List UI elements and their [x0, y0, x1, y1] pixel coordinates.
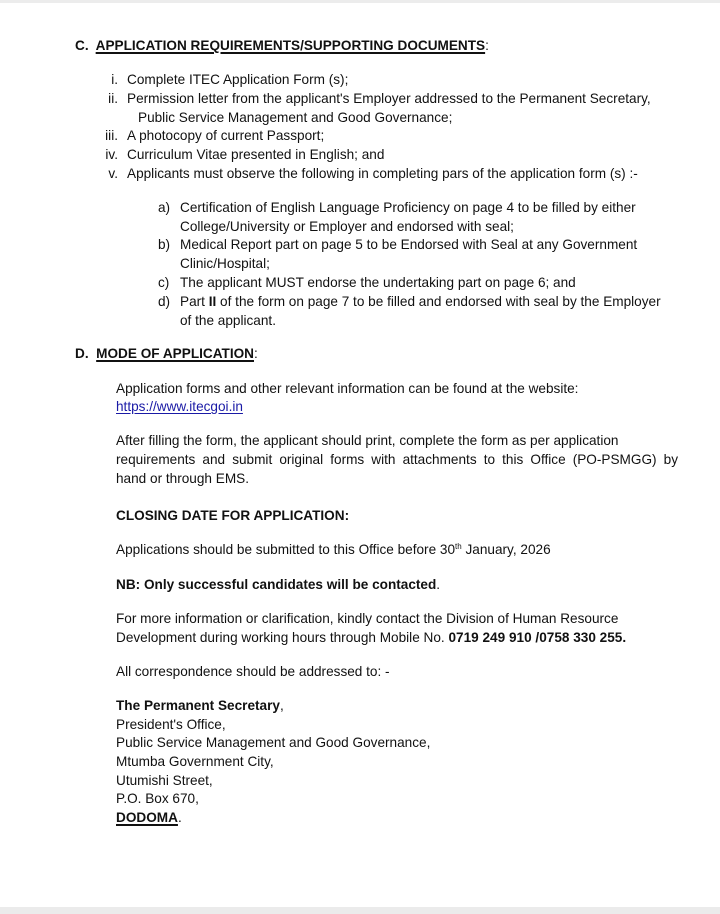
page-top-edge: [0, 0, 720, 3]
text-fragment: of the form on page 7 to be filled and endorsed with seal by the Employer: [216, 294, 661, 309]
list-item-text-continued: of the applicant.: [180, 313, 276, 328]
contact-line-2: [116, 630, 626, 646]
list-marker: b): [158, 237, 171, 252]
list-item-text: Certification of English Language Proficiency on page 4 to be filled by either: [180, 200, 636, 215]
list-marker: a): [158, 200, 171, 215]
address-city: [116, 810, 182, 826]
address-line: Utumishi Street,: [116, 773, 213, 788]
after-filling-line-2: requirements and submit original forms with attachments to this Office (PO-PSMGG) by: [116, 452, 678, 467]
section-c-title: APPLICATION REQUIREMENTS/SUPPORTING DOCUMENTS: [95, 38, 486, 53]
list-item-text: Permission letter from the applicant's Employer addressed to the Permanent Secretary,: [127, 91, 651, 106]
list-marker: iv.: [105, 147, 118, 162]
section-d-letter: D.: [75, 346, 89, 361]
list-item-text: [180, 294, 661, 310]
text-fragment: Part: [180, 294, 209, 309]
closing-date-heading: CLOSING DATE FOR APPLICATION:: [116, 508, 350, 523]
section-d-title: MODE OF APPLICATION: [96, 346, 254, 361]
list-marker: ii.: [108, 91, 118, 106]
list-item-text-continued: Public Service Management and Good Governance;: [138, 110, 453, 125]
list-item-text: Medical Report part on page 5 to be Endorsed with Seal at any Government: [180, 237, 638, 252]
address-line: Mtumba Government City,: [116, 754, 274, 769]
list-item-text-continued: College/University or Employer and endorsed with seal;: [180, 219, 514, 234]
part-number: II: [208, 294, 217, 309]
city-name: DODOMA: [116, 810, 178, 825]
list-marker: c): [158, 275, 170, 290]
list-item-text: A photocopy of current Passport;: [127, 128, 325, 143]
correspondence-note: All correspondence should be addressed to: -: [116, 664, 390, 679]
closing-date-text: [116, 542, 551, 558]
address-line: P.O. Box 670,: [116, 791, 199, 806]
text-fragment: Applications should be submitted to this Office before 30: [116, 542, 456, 557]
section-d-title-colon: :: [254, 346, 258, 361]
recipient-title: The Permanent Secretary: [116, 698, 280, 713]
page-bottom-edge: [0, 907, 720, 914]
section-d-heading: [75, 346, 258, 362]
section-c-letter: C.: [75, 38, 89, 53]
text-fragment: January, 2026: [461, 542, 551, 557]
list-item-text: Curriculum Vitae presented in English; and: [127, 147, 385, 162]
list-item-text-continued: Clinic/Hospital;: [180, 256, 270, 271]
address-line: President's Office,: [116, 717, 226, 732]
ordinal-suffix: th: [455, 542, 462, 551]
list-marker: i.: [111, 72, 118, 87]
list-item-text: The applicant MUST endorse the undertaking part on page 6; and: [180, 275, 576, 290]
nb-note: [116, 577, 440, 593]
list-marker: v.: [108, 166, 118, 181]
address-line: Public Service Management and Good Governance,: [116, 735, 431, 750]
website-intro: Application forms and other relevant information can be found at the website:: [116, 381, 579, 396]
phone-numbers: 0719 249 910 /0758 330 255.: [448, 630, 627, 645]
list-item-text: Applicants must observe the following in completing pars of the application form (s) :-: [127, 166, 638, 181]
list-marker: d): [158, 294, 171, 309]
website-link[interactable]: https://www.itecgoi.in: [116, 399, 243, 414]
section-c-heading: [75, 38, 489, 54]
text-fragment: .: [177, 810, 182, 825]
list-marker: iii.: [105, 128, 118, 143]
address-recipient: [116, 698, 284, 714]
section-c-title-colon: :: [485, 38, 489, 53]
list-item-text: Complete ITEC Application Form (s);: [127, 72, 349, 87]
text-fragment: ,: [279, 698, 284, 713]
text-fragment: Development during working hours through Mobile No.: [116, 630, 449, 645]
contact-line-1: For more information or clarification, kindly contact the Division of Human Resource: [116, 611, 619, 626]
after-filling-line-1: After filling the form, the applicant should print, complete the form as per application: [116, 433, 619, 448]
text-fragment: .: [436, 577, 441, 592]
nb-bold-text: NB: Only successful candidates will be contacted: [116, 577, 437, 592]
after-filling-line-3: hand or through EMS.: [116, 471, 249, 486]
